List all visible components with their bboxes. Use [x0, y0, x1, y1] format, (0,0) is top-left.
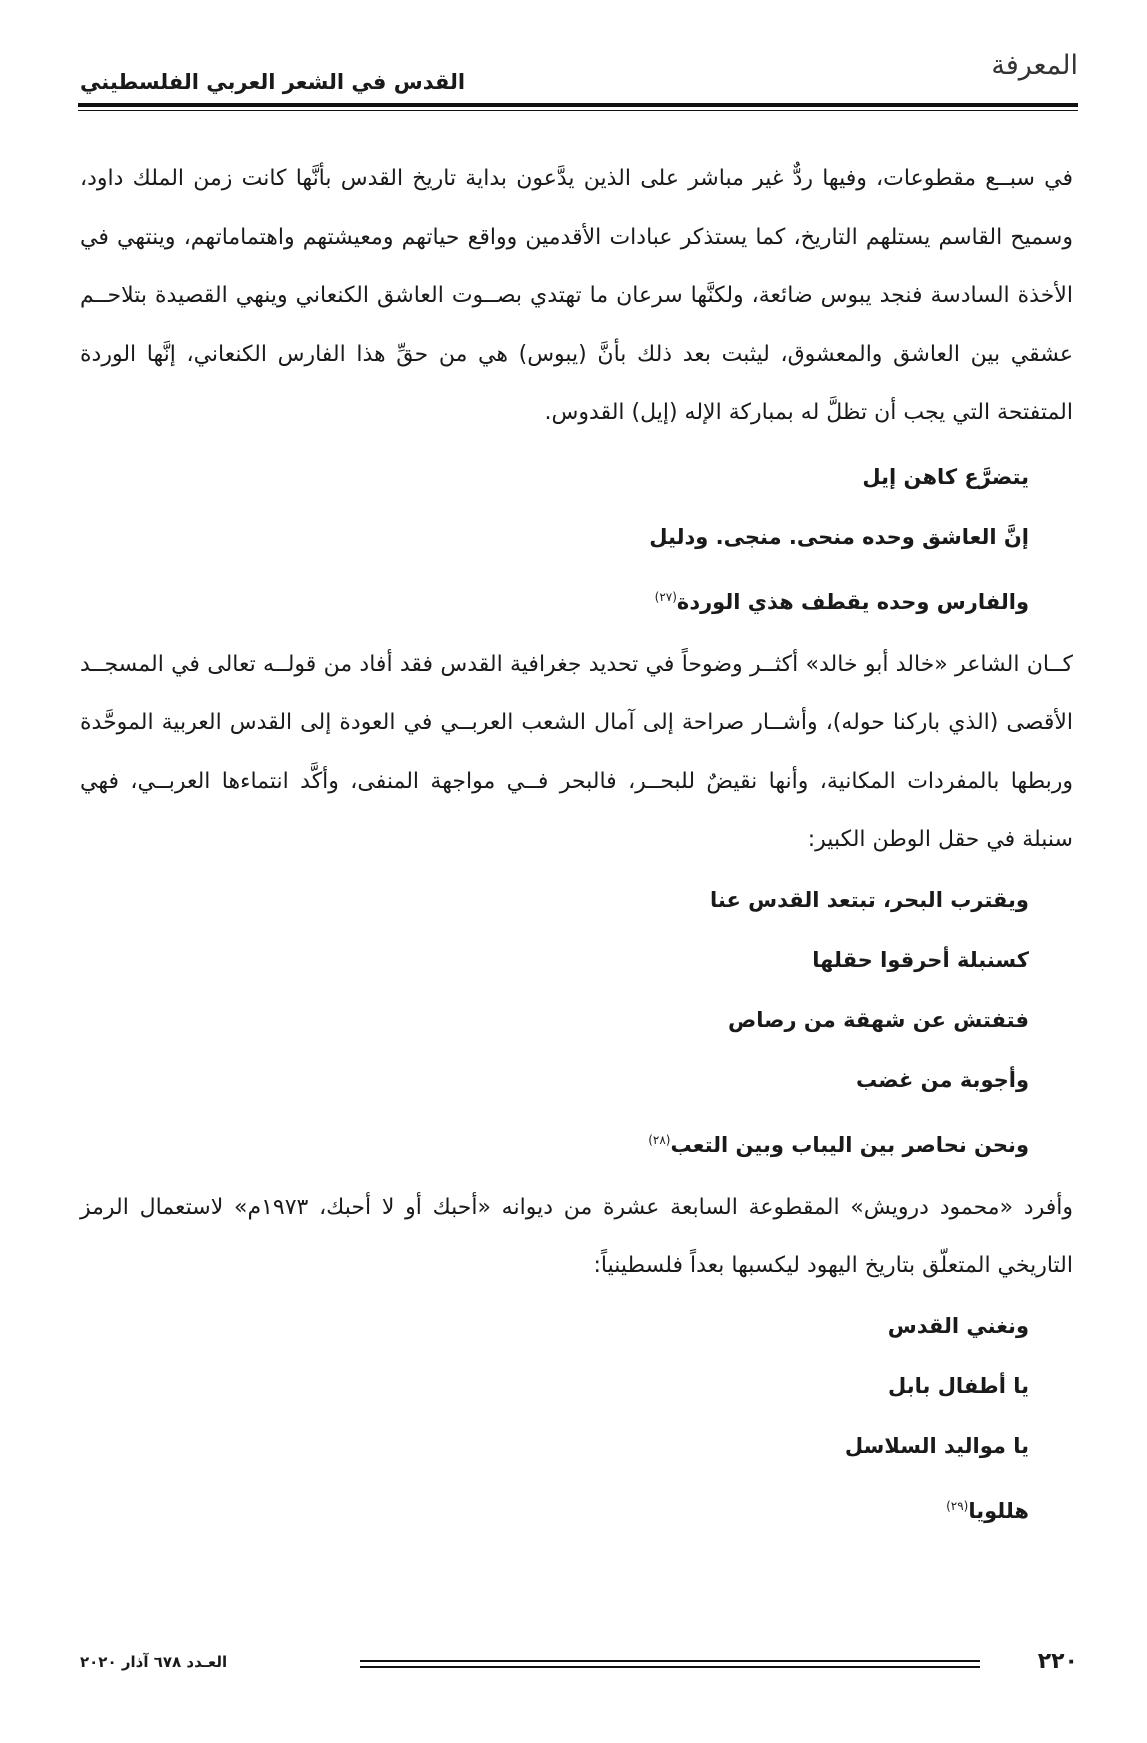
footnote-ref: (٢٧)	[654, 589, 677, 604]
verse-text: والفارس وحده يقطف هذي الوردة	[676, 589, 1029, 614]
verse-line: كسنبلة أحرقوا حقلها	[812, 947, 1029, 972]
verse-line: إنَّ العاشق وحده منحى. منجى. ودليل	[649, 524, 1029, 549]
magazine-logo: المعرفة	[991, 50, 1078, 81]
verse-line: ويقترب البحر، تبتعد القدس عنا	[710, 887, 1029, 912]
footnote-ref: (٢٩)	[946, 1498, 969, 1513]
verse-line: ونغني القدس	[887, 1313, 1029, 1338]
verse-text: ونحن نحاصر بين اليباب وبين التعب	[670, 1132, 1029, 1157]
page-header	[78, 48, 1078, 94]
verse-text: هللويا	[968, 1498, 1029, 1523]
verse-line: وأجوبة من غضب	[856, 1067, 1029, 1092]
poem-stanza-1	[80, 447, 1073, 632]
verse-line: يا مواليد السلاسل	[844, 1433, 1029, 1458]
paragraph-2: كــان الشاعر «خالد أبو خالد» أكثــر وضوحاً في تحديد جغرافية القدس فقد أفاد من قولــه تعالى في المسجــد الأقصى (الذي باركنا حوله)، وأشــار صراحة إلى آمال الشعب العربــي في العودة إلى القدس العربية الموحَّدة وربطها بالمفردات المكانية، وأنها نقيضٌ للبحــر، فالبحر فــي مواجهة المنفى، وأكَّد انتماءها العربــي، فهي سنبلة في حقل الوطن الكبير:	[80, 651, 1073, 852]
paragraph-3: وأفرد «محمود درويش» المقطوعة السابعة عشرة من ديوانه «أحبك أو لا أحبك، ١٩٧٣م» لاستعمال الرمز التاريخي المتعلّق بتاريخ اليهود ليكسبها بعداً فلسطينياً:	[80, 1194, 1073, 1278]
page-footer	[78, 1649, 1078, 1683]
verse-line: فتفتش عن شهقة من رصاص	[728, 1007, 1029, 1032]
verse-line: يا أطفال بابل	[888, 1373, 1029, 1398]
verse-line	[80, 1476, 1073, 1541]
article-body	[80, 150, 1073, 1545]
verse-line	[80, 567, 1073, 632]
verse-line	[80, 1110, 1073, 1175]
poem-stanza-2	[80, 870, 1073, 1175]
verse-line: يتضرَّع كاهن إيل	[862, 464, 1029, 489]
poem-stanza-3	[80, 1296, 1073, 1541]
paragraph-1: في سبــع مقطوعات، وفيها ردٌّ غير مباشر على الذين يدَّعون بداية تاريخ القدس بأنَّها كانت زمن الملك داود، وسميح القاسم يستلهم التاريخ، كما يستذكر عبادات الأقدمين وواقع حياتهم ومعيشتهم واهتماماتهم، وينتهي في الأخذة السادسة فنجد يبوس ضائعة، ولكنَّها سرعان ما تهتدي بصــوت العاشق الكنعاني وينهي القصيدة بتلاحــم عشقي بين العاشق والمعشوق، ليثبت بعد ذلك بأنَّ (يبوس) هي من حقِّ هذا الفارس الكنعاني، إنَّها الوردة المتفتحة التي يجب أن تظلَّ له بمباركة الإله (إيل) القدوس.	[80, 166, 1073, 425]
header-rule-thin	[78, 110, 1078, 111]
issue-info: العـدد ٦٧٨ آذار ٢٠٢٠	[80, 1653, 228, 1671]
header-rule	[78, 103, 1078, 107]
footer-rule-secondary	[360, 1666, 980, 1668]
running-title: القدس في الشعر العربي الفلسطيني	[80, 70, 466, 94]
page-number: ٢٢٠	[1037, 1649, 1078, 1674]
footer-rule	[360, 1660, 980, 1662]
footnote-ref: (٢٨)	[648, 1132, 671, 1147]
